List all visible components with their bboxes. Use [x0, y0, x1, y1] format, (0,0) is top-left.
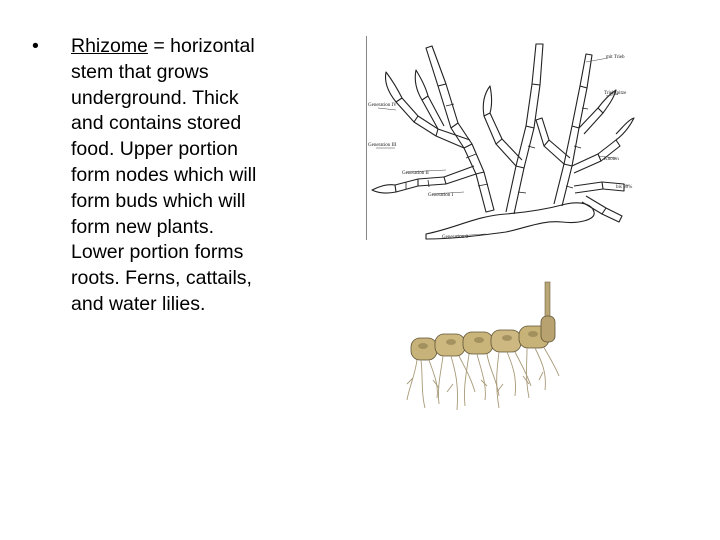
rhizome-segment: [491, 330, 521, 352]
label-triebspitze: Triebspitze: [604, 91, 627, 96]
bullet-line: [71, 34, 332, 60]
label-generation-i: Generation I: [428, 193, 454, 198]
label-knoten: Knoten: [604, 157, 619, 162]
rhizome-bud: [541, 316, 555, 342]
bullet-marker: •: [32, 35, 39, 57]
bullet-line: form nodes which will: [71, 163, 257, 186]
label-generation-iv: Generation IV: [368, 103, 397, 108]
bullet-line: roots. Ferns, cattails,: [71, 267, 252, 290]
bullet-line: food. Upper portion: [71, 138, 238, 161]
rhizome-segment: [411, 338, 437, 360]
rhizome-segment: [463, 332, 493, 354]
rhizome-segment: [435, 334, 465, 356]
rhizome-term: Rhizome: [71, 35, 148, 57]
bullet-text-block: [32, 34, 332, 318]
bullet-line: stem that grows: [71, 60, 209, 83]
bullet-line-1: = horizontal: [147, 35, 255, 57]
bullet-line: and water lilies.: [71, 292, 206, 315]
bullet-line: underground. Thick: [71, 86, 239, 109]
rhizome-roots-illustration: [403, 280, 569, 424]
bullet-line: form buds which will: [71, 189, 246, 212]
bullet-line: form new plants.: [71, 215, 215, 238]
label-generation-iii: Generation III: [368, 143, 397, 148]
label-generation-0: Generation 0: [442, 235, 468, 240]
label-bis-50: bis 50%: [616, 185, 633, 190]
bullet-line: Lower portion forms: [71, 241, 244, 264]
label-generation-ii: Generation II: [402, 171, 429, 176]
rhizome-branching-illustration: [366, 36, 640, 240]
label-mit-trieb: mit Trieb: [606, 55, 625, 60]
bullet-line: and contains stored: [71, 112, 242, 135]
